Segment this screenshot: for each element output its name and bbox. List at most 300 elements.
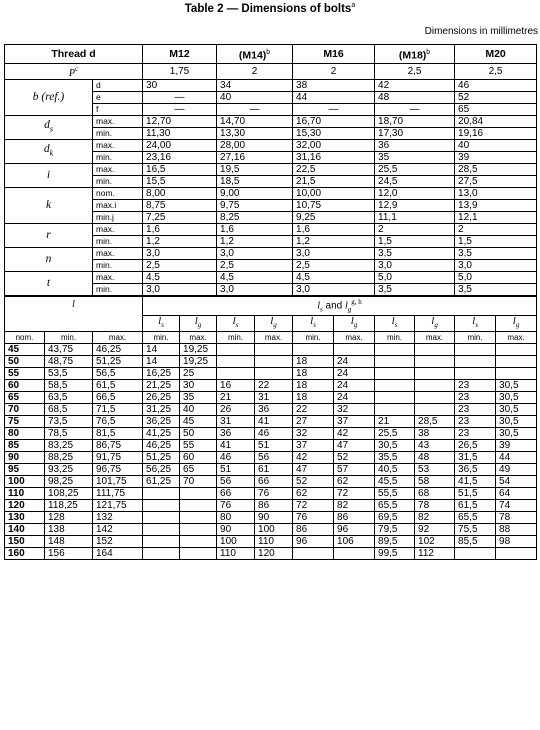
param-symbol-letter: n	[45, 252, 52, 265]
length-nom: 65	[5, 392, 45, 404]
param-value: 3,0	[217, 283, 293, 296]
param-row	[5, 223, 537, 235]
ls-lg-value: 70	[180, 476, 217, 488]
param-value: 1,2	[217, 235, 293, 247]
length-row	[5, 464, 537, 476]
length-max: 142	[93, 524, 143, 536]
ls-lg-value: 26	[217, 404, 255, 416]
pitch-value: 2,5	[455, 64, 537, 80]
param-symbol	[5, 247, 93, 271]
ls-lg-value: 92	[415, 524, 455, 536]
length-min: 58,5	[45, 380, 93, 392]
ls-lg-value: 98	[496, 536, 537, 548]
length-row	[5, 428, 537, 440]
ls-lg-value: 23	[455, 380, 496, 392]
ls-lg-value: 46	[255, 428, 293, 440]
param-value: 8,75	[143, 199, 217, 211]
ls-lg-value: 46	[217, 452, 255, 464]
ls-lg-value: 75,5	[455, 524, 496, 536]
length-nom: 120	[5, 500, 45, 512]
length-max: 152	[93, 536, 143, 548]
ls-lg-value	[180, 524, 217, 536]
b-ref-value: 42	[375, 79, 455, 91]
param-value: 3,0	[293, 283, 375, 296]
length-nom: 140	[5, 524, 45, 536]
group-and: and	[322, 300, 346, 312]
param-value: 3,0	[455, 259, 537, 271]
length-row	[5, 440, 537, 452]
param-value: 39	[455, 151, 537, 163]
param-value: 21,5	[293, 175, 375, 187]
ls-lg-value: 69,5	[375, 512, 415, 524]
ls-lg-value: 26,25	[143, 392, 180, 404]
b-ref-value: —	[143, 103, 217, 115]
ls-lg-value: 24	[334, 368, 375, 380]
ls-lg-value: 45,5	[375, 476, 415, 488]
param-sub: min.	[93, 259, 143, 271]
ls-lg-value	[143, 488, 180, 500]
ls-lg-value	[143, 536, 180, 548]
param-value: 3,0	[143, 283, 217, 296]
ls-lg-value	[415, 404, 455, 416]
lg-label	[334, 316, 375, 332]
size-header-row	[5, 45, 537, 64]
param-sub: max.i	[93, 199, 143, 211]
ls-lg-value	[496, 368, 537, 380]
ls-lg-value: 19,25	[180, 344, 217, 356]
ls-lg-value: 36,25	[143, 416, 180, 428]
b-ref-value: 48	[375, 91, 455, 103]
unit-header: nom.	[5, 332, 45, 344]
length-section	[5, 296, 537, 560]
ls-lg-value	[180, 536, 217, 548]
lg-sub: g	[353, 321, 358, 330]
ls-lg-value: 78	[415, 500, 455, 512]
unit-header-row	[5, 332, 537, 344]
lg-letter: l	[431, 315, 435, 328]
ls-lg-value: 112	[415, 548, 455, 560]
param-value: 2,5	[143, 259, 217, 271]
ls-lg-value: 56	[255, 452, 293, 464]
ls-lg-value: 30,5	[496, 404, 537, 416]
param-sub: min.j	[93, 211, 143, 223]
b-ref-row	[5, 79, 537, 91]
length-max: 61,5	[93, 380, 143, 392]
length-max: 81,5	[93, 428, 143, 440]
length-nom: 130	[5, 512, 45, 524]
units-note: Dimensions in millimetres	[424, 26, 538, 37]
b-ref-value: 34	[217, 79, 293, 91]
param-value: 11,1	[375, 211, 455, 223]
length-nom: 90	[5, 452, 45, 464]
ls-lg-value: 30,5	[496, 392, 537, 404]
length-nom: 55	[5, 368, 45, 380]
unit-header: max.	[93, 332, 143, 344]
pitch-row	[5, 64, 537, 80]
length-min: 78,5	[45, 428, 93, 440]
length-min: 73,5	[45, 416, 93, 428]
ls-lg-value: 58	[415, 476, 455, 488]
ls-letter: l	[158, 315, 162, 328]
unit-header: min.	[143, 332, 180, 344]
ls-lg-value: 35,5	[375, 452, 415, 464]
b-ref-value: 40	[217, 91, 293, 103]
ls-lg-value: 62	[293, 488, 334, 500]
ls-lg-value	[217, 344, 255, 356]
param-symbol-letter: k	[45, 198, 52, 211]
ls-sub: s	[161, 321, 164, 330]
param-sub: min.	[93, 283, 143, 296]
length-row	[5, 524, 537, 536]
param-symbol	[5, 139, 93, 163]
param-sub: nom.	[93, 187, 143, 199]
ls-lg-value	[415, 356, 455, 368]
param-row	[5, 115, 537, 127]
param-symbol-letter: t	[46, 276, 51, 289]
param-value: 31,16	[293, 151, 375, 163]
ls-lg-value: 21	[375, 416, 415, 428]
ls-lg-value: 52	[293, 476, 334, 488]
ls-lg-value: 36	[255, 404, 293, 416]
length-min: 108,25	[45, 488, 93, 500]
ls-lg-value: 90	[255, 512, 293, 524]
param-row	[5, 271, 537, 283]
param-value: 40	[455, 139, 537, 151]
b-ref-value: 38	[293, 79, 375, 91]
ls-lg-value	[334, 344, 375, 356]
length-max: 121,75	[93, 500, 143, 512]
length-row	[5, 416, 537, 428]
pitch-value: 2,5	[375, 64, 455, 80]
length-min: 83,25	[45, 440, 93, 452]
ls-lg-value	[143, 524, 180, 536]
length-min: 48,75	[45, 356, 93, 368]
length-nom: 60	[5, 380, 45, 392]
ls-lg-value	[375, 356, 415, 368]
unit-header: min.	[375, 332, 415, 344]
ls-lg-value: 100	[255, 524, 293, 536]
length-nom: 85	[5, 440, 45, 452]
length-min: 63,5	[45, 392, 93, 404]
length-min: 98,25	[45, 476, 93, 488]
param-value: 3,5	[455, 247, 537, 259]
length-group-header-row	[5, 296, 537, 316]
b-ref-value: 46	[455, 79, 537, 91]
ls-lg-value: 55,5	[375, 488, 415, 500]
ls-label	[143, 316, 180, 332]
ls-lg-value: 37	[334, 416, 375, 428]
length-nom: 45	[5, 344, 45, 356]
param-symbol-letter: d	[43, 143, 50, 156]
ls-lg-value: 82	[415, 512, 455, 524]
param-symbol	[5, 187, 93, 223]
size-footnote-mark: b	[426, 48, 431, 56]
ls-lg-value: 56,25	[143, 464, 180, 476]
param-value: 3,0	[217, 247, 293, 259]
length-max: 96,75	[93, 464, 143, 476]
ls-label	[293, 316, 334, 332]
ls-lg-value: 14	[143, 356, 180, 368]
param-value: 35	[375, 151, 455, 163]
ls-lg-value	[375, 392, 415, 404]
unit-header: max.	[334, 332, 375, 344]
ls-lg-value: 64	[496, 488, 537, 500]
ls-lg-value: 79,5	[375, 524, 415, 536]
ls-lg-value	[143, 500, 180, 512]
size-header	[455, 45, 537, 64]
param-value: 10,00	[293, 187, 375, 199]
length-row	[5, 548, 537, 560]
b-ref-value: 30	[143, 79, 217, 91]
length-nom: 150	[5, 536, 45, 548]
ls-lg-value: 30,5	[496, 428, 537, 440]
param-value: 24,5	[375, 175, 455, 187]
ls-lg-value: 30,5	[496, 416, 537, 428]
param-value: 24,00	[143, 139, 217, 151]
ls-lg-value: 96	[334, 524, 375, 536]
ls-lg-value: 53	[415, 464, 455, 476]
ls-lg-value: 66	[255, 476, 293, 488]
length-row	[5, 380, 537, 392]
param-value: 14,70	[217, 115, 293, 127]
length-row	[5, 344, 537, 356]
param-value: 3,5	[375, 283, 455, 296]
param-value: 9,75	[217, 199, 293, 211]
ls-lg-value: 86	[255, 500, 293, 512]
b-ref-value: —	[375, 103, 455, 115]
group-sub-s: s	[320, 305, 323, 314]
group-footnote-marks: g, h	[351, 297, 362, 306]
param-value: 1,5	[455, 235, 537, 247]
ls-lg-value	[496, 548, 537, 560]
size-label: M20	[485, 47, 506, 60]
param-symbol-subscript: k	[49, 148, 54, 158]
ls-lg-value: 88	[496, 524, 537, 536]
param-value: 20,84	[455, 115, 537, 127]
ls-lg-value: 76	[217, 500, 255, 512]
ls-lg-value: 23	[455, 428, 496, 440]
ls-lg-value: 27	[293, 416, 334, 428]
length-nom: 70	[5, 404, 45, 416]
size-header	[217, 45, 293, 64]
ls-lg-value	[415, 344, 455, 356]
b-ref-label: b (ref.)	[5, 79, 93, 115]
param-row	[5, 139, 537, 151]
param-value: 1,6	[217, 223, 293, 235]
param-symbol-letter: i	[46, 168, 51, 181]
ls-lg-value: 39	[496, 440, 537, 452]
ls-lg-value: 68	[415, 488, 455, 500]
size-label: (M18)	[398, 49, 427, 62]
ls-lg-value: 18	[293, 380, 334, 392]
ls-lg-value: 14	[143, 344, 180, 356]
ls-lg-value: 72	[293, 500, 334, 512]
param-value: 36	[375, 139, 455, 151]
param-value: 9,25	[293, 211, 375, 223]
ls-lg-value	[143, 548, 180, 560]
ls-lg-value: 41	[255, 416, 293, 428]
ls-lg-value: 48	[415, 452, 455, 464]
ls-lg-value: 19,25	[180, 356, 217, 368]
param-value: 3,0	[143, 247, 217, 259]
param-value: 9,00	[217, 187, 293, 199]
pitch-value: 2	[293, 64, 375, 80]
ls-lg-value: 56	[217, 476, 255, 488]
length-max: 66,5	[93, 392, 143, 404]
ls-lg-value: 100	[217, 536, 255, 548]
ls-lg-value: 61,25	[143, 476, 180, 488]
b-ref-sub: e	[93, 91, 143, 103]
ls-lg-value: 50	[180, 428, 217, 440]
param-value: 16,5	[143, 163, 217, 175]
ls-lg-value	[455, 344, 496, 356]
param-value: 2,5	[217, 259, 293, 271]
param-symbol-subscript: s	[49, 124, 53, 134]
param-value: 13,0	[455, 187, 537, 199]
ls-lg-value: 36	[217, 428, 255, 440]
ls-lg-value: 110	[255, 536, 293, 548]
lg-sub: g	[197, 321, 202, 330]
ls-lg-value: 106	[334, 536, 375, 548]
ls-lg-value: 99,5	[375, 548, 415, 560]
ls-lg-value: 102	[415, 536, 455, 548]
title-footnote-mark: a	[351, 2, 356, 9]
param-value: 22,5	[293, 163, 375, 175]
ls-lg-value: 86	[334, 512, 375, 524]
param-value: 23,16	[143, 151, 217, 163]
ls-lg-value	[415, 392, 455, 404]
ls-lg-value: 37	[293, 440, 334, 452]
param-value: 28,5	[455, 163, 537, 175]
length-max: 101,75	[93, 476, 143, 488]
ls-lg-value	[375, 368, 415, 380]
param-value: 2,5	[293, 259, 375, 271]
param-value: 1,2	[143, 235, 217, 247]
ls-lg-value: 62	[334, 476, 375, 488]
lg-letter: l	[512, 315, 516, 328]
length-max: 56,5	[93, 368, 143, 380]
length-nom: 95	[5, 464, 45, 476]
param-value: 5,0	[375, 271, 455, 283]
ls-lg-value: 24	[334, 380, 375, 392]
ls-letter: l	[310, 315, 314, 328]
ls-lg-value: 72	[334, 488, 375, 500]
ls-lg-value: 47	[293, 464, 334, 476]
length-min: 88,25	[45, 452, 93, 464]
ls-label	[375, 316, 415, 332]
ls-lg-value: 41	[217, 440, 255, 452]
param-value: 15,30	[293, 127, 375, 139]
b-ref-sub: f	[93, 103, 143, 115]
ls-lg-value: 32	[293, 428, 334, 440]
pitch-footnote-mark: c	[75, 65, 79, 73]
param-sub: max.	[93, 115, 143, 127]
length-min: 68,5	[45, 404, 93, 416]
ls-lg-value: 31,5	[455, 452, 496, 464]
ls-lg-value: 90	[217, 524, 255, 536]
ls-lg-value: 31	[255, 392, 293, 404]
param-symbol-letter: r	[46, 228, 51, 241]
bolt-dimensions-table	[4, 44, 537, 560]
thread-label: Thread d	[5, 45, 143, 64]
param-value: 28,00	[217, 139, 293, 151]
ls-lg-value	[455, 548, 496, 560]
length-min: 43,75	[45, 344, 93, 356]
ls-lg-value: 31	[217, 416, 255, 428]
b-ref-value: 65	[455, 103, 537, 115]
pitch-value: 2	[217, 64, 293, 80]
length-nom: 110	[5, 488, 45, 500]
length-nom: 160	[5, 548, 45, 560]
length-row	[5, 356, 537, 368]
ls-lg-value	[455, 368, 496, 380]
ls-lg-value: 45	[180, 416, 217, 428]
ls-letter: l	[391, 315, 395, 328]
ls-lg-value: 54	[496, 476, 537, 488]
param-value: 32,00	[293, 139, 375, 151]
length-min: 93,25	[45, 464, 93, 476]
ls-lg-value: 49	[496, 464, 537, 476]
ls-lg-value: 76	[293, 512, 334, 524]
ls-lg-value: 46,25	[143, 440, 180, 452]
ls-lg-value	[180, 500, 217, 512]
param-value: 12,1	[455, 211, 537, 223]
length-row	[5, 500, 537, 512]
ls-lg-value	[334, 548, 375, 560]
param-symbol	[5, 163, 93, 187]
param-row	[5, 187, 537, 199]
size-footnote-mark: b	[266, 48, 271, 56]
ls-sub: s	[394, 321, 398, 330]
length-min: 118,25	[45, 500, 93, 512]
lg-label	[496, 316, 537, 332]
ls-label	[455, 316, 496, 332]
param-value: 12,70	[143, 115, 217, 127]
ls-sub: s	[235, 321, 239, 330]
ls-letter: l	[232, 315, 236, 328]
ls-lg-value: 51	[255, 440, 293, 452]
length-max: 164	[93, 548, 143, 560]
ls-lg-value: 85,5	[455, 536, 496, 548]
ls-lg-value: 31,25	[143, 404, 180, 416]
ls-lg-value	[143, 512, 180, 524]
ls-lg-value: 25,5	[375, 428, 415, 440]
lg-label	[415, 316, 455, 332]
ls-lg-value: 86	[293, 524, 334, 536]
ls-lg-value: 16	[217, 380, 255, 392]
param-row	[5, 163, 537, 175]
ls-lg-value: 44	[496, 452, 537, 464]
ls-lg-value	[217, 368, 255, 380]
unit-header: max.	[415, 332, 455, 344]
lg-letter: l	[270, 315, 274, 328]
unit-header: min.	[293, 332, 334, 344]
ls-lg-value: 23	[455, 416, 496, 428]
param-value: 3,0	[293, 247, 375, 259]
param-value: 19,5	[217, 163, 293, 175]
param-value: 1,2	[293, 235, 375, 247]
param-value: 19,16	[455, 127, 537, 139]
ls-lg-value: 61,5	[455, 500, 496, 512]
param-value: 3,5	[375, 247, 455, 259]
lg-label	[180, 316, 217, 332]
ls-lg-value: 55	[180, 440, 217, 452]
length-nom: 80	[5, 428, 45, 440]
ls-lg-value: 35	[180, 392, 217, 404]
param-value: 27,16	[217, 151, 293, 163]
param-sub: min.	[93, 127, 143, 139]
ls-lg-value: 52	[334, 452, 375, 464]
